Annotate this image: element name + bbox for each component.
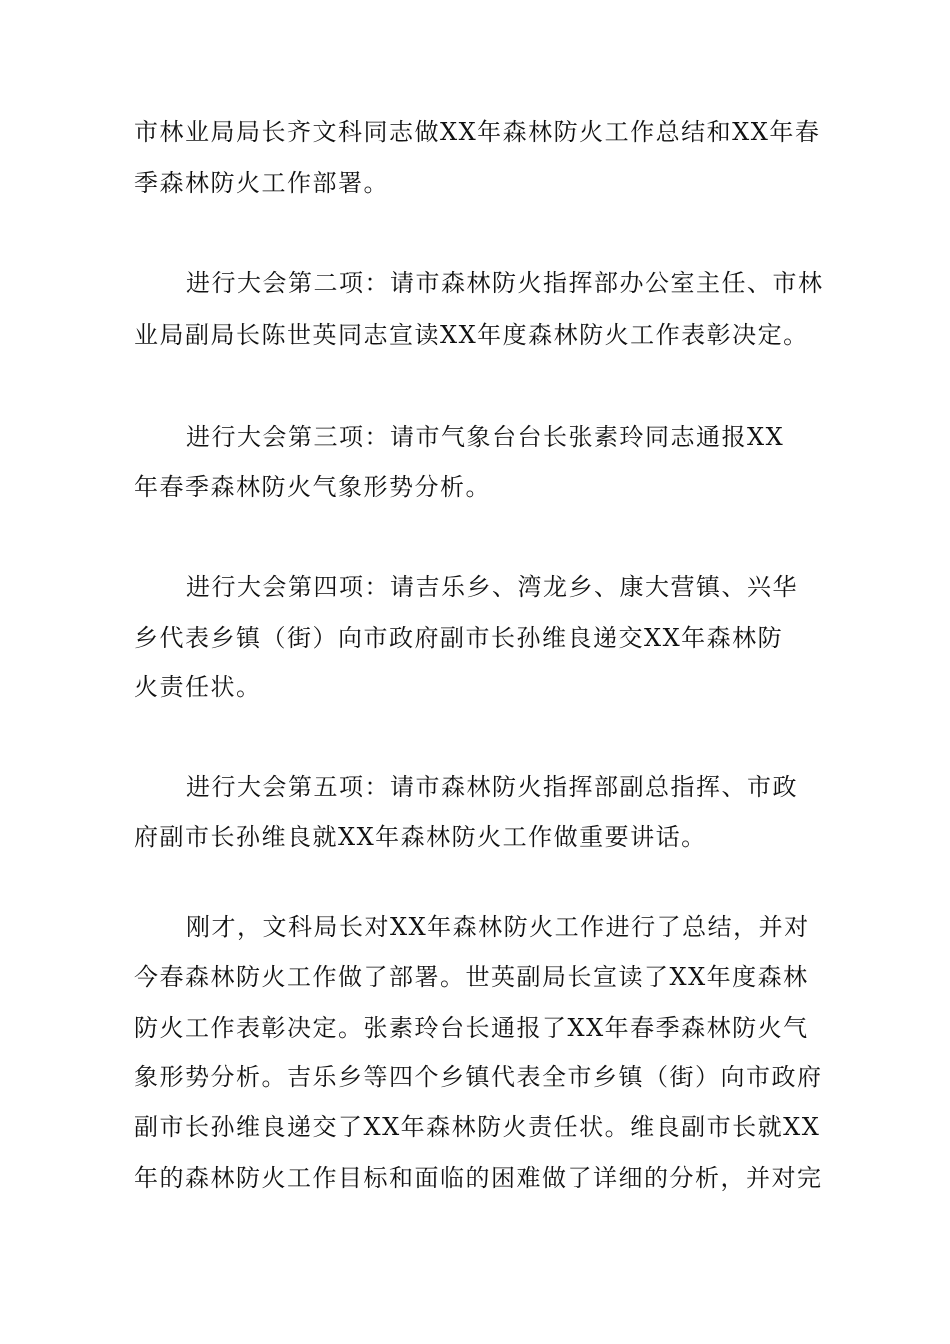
text-line: 市林业局局长齐文科同志做XX年森林防火工作总结和XX年春: [134, 118, 821, 146]
text-line: 府副市长孙维良就XX年森林防火工作做重要讲话。: [134, 823, 707, 851]
text-line: 年的森林防火工作目标和面临的困难做了详细的分析，并对完: [134, 1164, 823, 1192]
text-line: 象形势分析。吉乐乡等四个乡镇代表全市乡镇（街）向市政府: [134, 1063, 823, 1091]
text-line: 季森林防火工作部署。: [134, 169, 389, 197]
text-line: 乡代表乡镇（街）向市政府副市长孙维良递交XX年森林防: [134, 624, 784, 652]
text-line: 业局副局长陈世英同志宣读XX年度森林防火工作表彰决定。: [134, 321, 809, 349]
text-line: 刚才，文科局长对XX年森林防火工作进行了总结，并对: [186, 913, 810, 941]
text-line: 进行大会第五项：请市森林防火指挥部副总指挥、市政: [186, 773, 798, 801]
text-line: 火责任状。: [134, 673, 262, 701]
text-line: 今春森林防火工作做了部署。世英副局长宣读了XX年度森林: [134, 963, 809, 991]
text-line: 防火工作表彰决定。张素玲台长通报了XX年春季森林防火气: [134, 1014, 809, 1042]
text-line: 进行大会第三项：请市气象台台长张素玲同志通报XX: [186, 423, 785, 451]
text-line: 年春季森林防火气象形势分析。: [134, 473, 491, 501]
text-line: 进行大会第二项：请市森林防火指挥部办公室主任、市林: [186, 269, 824, 297]
text-line: 进行大会第四项：请吉乐乡、湾龙乡、康大营镇、兴华: [186, 573, 798, 601]
text-line: 副市长孙维良递交了XX年森林防火责任状。维良副市长就XX: [134, 1113, 821, 1141]
